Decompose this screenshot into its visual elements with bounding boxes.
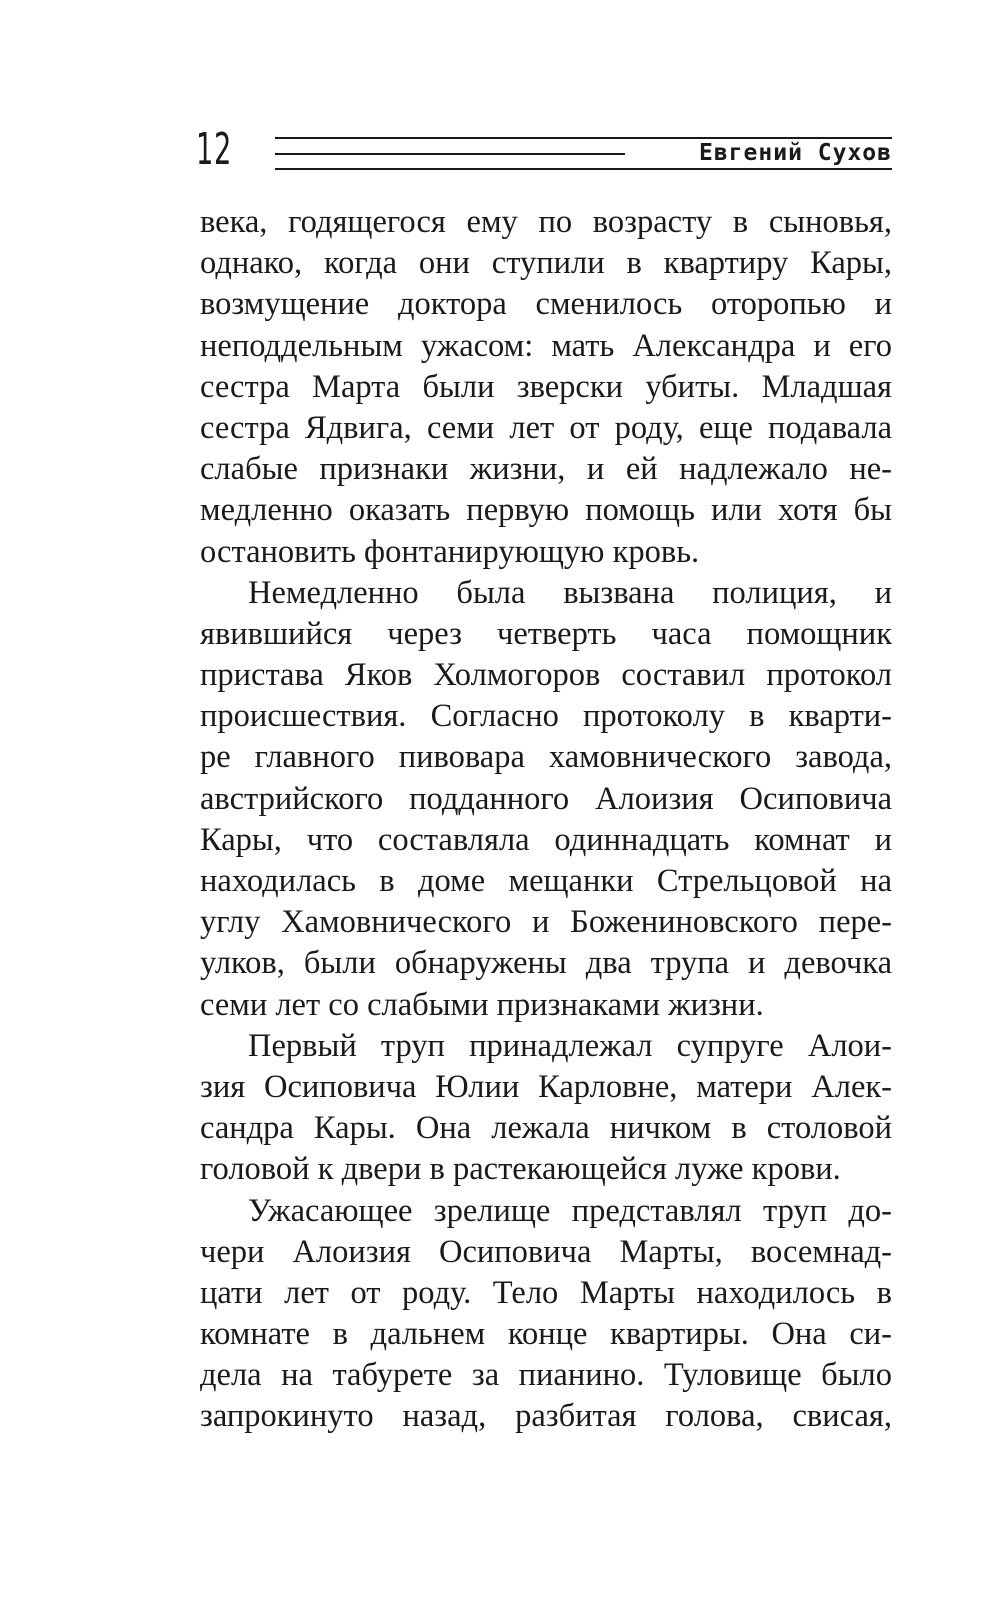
text-line: века, годящегося ему по возрасту в сыновья, xyxy=(200,204,892,240)
text-line: улков, были обнаружены два трупа и девочка xyxy=(200,945,892,982)
text-line: цати лет от роду. Тело Марты находилось в xyxy=(200,1274,892,1311)
text-line: Немедленно была вызвана полиция, и xyxy=(248,574,892,611)
text-line: медленно оказать первую помощь или хотя бы xyxy=(200,492,892,529)
text-line: однако, когда они ступили в квартиру Кары, xyxy=(200,245,892,282)
text-line: чери Алоизия Осиповича Марты, восемнад- xyxy=(200,1233,892,1270)
text-line: Ужасающее зрелище представлял труп до- xyxy=(248,1192,892,1229)
text-line: сестра Ядвига, семи лет от роду, еще подавала xyxy=(200,409,892,446)
text-line: ре главного пивовара хамовнического завода, xyxy=(200,739,892,776)
text-line: головой к двери в растекающейся луже крови. xyxy=(200,1151,841,1188)
header-rule-middle xyxy=(275,153,625,155)
text-line: семи лет со слабыми признаками жизни. xyxy=(200,986,764,1023)
text-line: сандра Кары. Она лежала ничком в столовой xyxy=(200,1110,892,1147)
text-line: углу Хамовнического и Божениновского пере- xyxy=(200,904,892,941)
text-line: Кары, что составляла одиннадцать комнат и xyxy=(200,821,892,858)
text-line: неподдельным ужасом: мать Александра и его xyxy=(200,327,892,364)
text-line: пристава Яков Холмогоров составил протокол xyxy=(200,657,892,694)
header-rule-bottom xyxy=(275,168,892,170)
text-line: сестра Марта были зверски убиты. Младшая xyxy=(200,368,892,405)
text-line: находилась в доме мещанки Стрельцовой на xyxy=(200,863,892,899)
text-line: запрокинуто назад, разбитая голова, свисая, xyxy=(200,1398,892,1435)
running-head-author: Евгений Сухов xyxy=(685,139,892,167)
text-line: явившийся через четверть часа помощник xyxy=(200,615,892,652)
text-line: Первый труп принадлежал супруге Алои- xyxy=(248,1027,892,1064)
text-line: зия Осиповича Юлии Карловне, матери Алек- xyxy=(200,1068,892,1105)
text-line: слабые признаки жизни, и ей надлежало не- xyxy=(200,451,892,488)
text-line: австрийского подданного Алоизия Осиповича xyxy=(200,780,892,817)
text-line: возмущение доктора сменилось оторопью и xyxy=(200,286,892,323)
text-line: происшествия. Согласно протоколу в кварти- xyxy=(200,698,892,735)
body-text xyxy=(200,202,892,1438)
text-line: комнате в дальнем конце квартиры. Она си- xyxy=(200,1316,892,1353)
text-line: дела на табурете за пианино. Туловище было xyxy=(200,1357,892,1394)
text-line: остановить фонтанирующую кровь. xyxy=(200,533,700,570)
page-number: 12 xyxy=(196,124,232,175)
